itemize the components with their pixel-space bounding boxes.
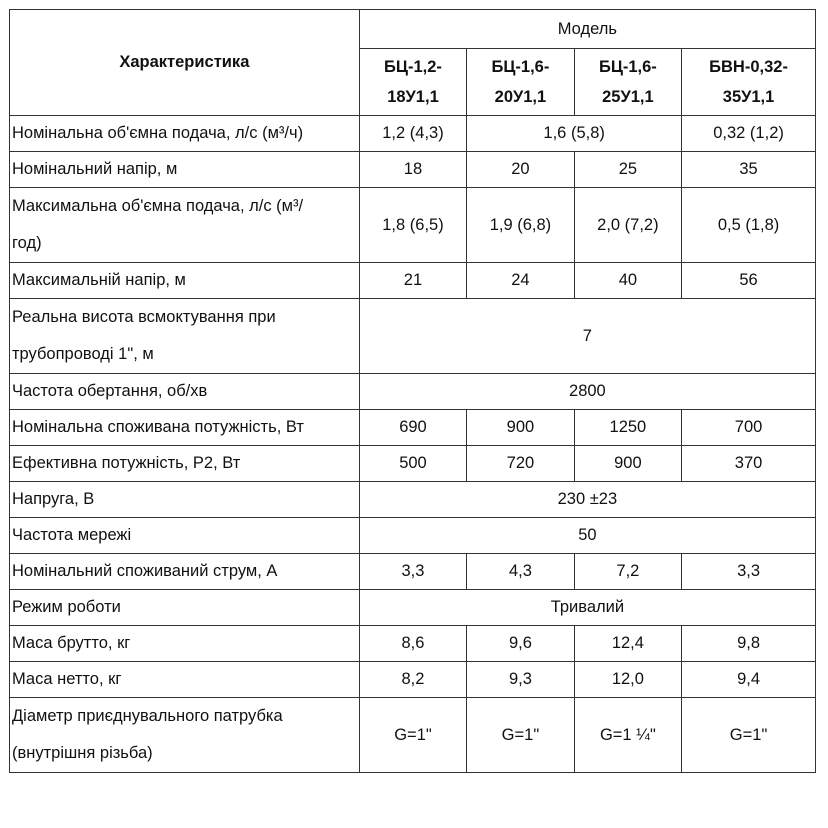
table-row [10, 698, 816, 773]
cell-value: 3,3 [359, 554, 466, 590]
table-row [10, 518, 816, 554]
table-row [10, 410, 816, 446]
row-label: Маса брутто, кг [10, 626, 360, 662]
cell-value: 12,4 [574, 626, 681, 662]
row-label: Частота мережі [10, 518, 360, 554]
cell-value: 24 [467, 263, 574, 299]
cell-value: 2,0 (7,2) [574, 188, 681, 263]
cell-value: 690 [359, 410, 466, 446]
table-row [10, 188, 816, 263]
cell-value: 8,2 [359, 662, 466, 698]
cell-value: 50 [359, 518, 815, 554]
row-label: Максимальна об'ємна подача, л/с (м³/ год) [10, 188, 360, 263]
row-label: Реальна висота всмоктування при трубопроводі 1", м [10, 299, 360, 374]
cell-value: 720 [467, 446, 574, 482]
cell-value: 900 [574, 446, 681, 482]
spec-table-wrapper [9, 9, 816, 773]
cell-value: G=1 ¼" [574, 698, 681, 773]
cell-value: 21 [359, 263, 466, 299]
row-label: Максимальній напір, м [10, 263, 360, 299]
header-model-2: БЦ-1,6- 20У1,1 [467, 49, 574, 116]
cell-value: G=1" [359, 698, 466, 773]
table-row [10, 446, 816, 482]
cell-value: 12,0 [574, 662, 681, 698]
row-label: Маса нетто, кг [10, 662, 360, 698]
header-model: Модель [359, 10, 815, 49]
cell-value: G=1" [467, 698, 574, 773]
cell-value: 4,3 [467, 554, 574, 590]
cell-value: 20 [467, 152, 574, 188]
header-model-3: БЦ-1,6- 25У1,1 [574, 49, 681, 116]
header-model-1: БЦ-1,2- 18У1,1 [359, 49, 466, 116]
table-row [10, 152, 816, 188]
cell-value: 2800 [359, 374, 815, 410]
cell-value: 8,6 [359, 626, 466, 662]
cell-value: 9,8 [682, 626, 816, 662]
cell-value: 35 [682, 152, 816, 188]
table-row [10, 554, 816, 590]
row-label: Номінальна споживана потужність, Вт [10, 410, 360, 446]
cell-value: 40 [574, 263, 681, 299]
cell-value: 1250 [574, 410, 681, 446]
cell-value: 7 [359, 299, 815, 374]
cell-value: Тривалий [359, 590, 815, 626]
row-label: Частота обертання, об/хв [10, 374, 360, 410]
cell-value: 1,9 (6,8) [467, 188, 574, 263]
row-label: Напруга, В [10, 482, 360, 518]
cell-value: 370 [682, 446, 816, 482]
cell-value: 1,2 (4,3) [359, 116, 466, 152]
row-label: Режим роботи [10, 590, 360, 626]
cell-value: 18 [359, 152, 466, 188]
cell-value: 3,3 [682, 554, 816, 590]
cell-value: 500 [359, 446, 466, 482]
table-row [10, 590, 816, 626]
cell-value: 0,32 (1,2) [682, 116, 816, 152]
cell-value: 9,3 [467, 662, 574, 698]
header-model-4: БВН-0,32- 35У1,1 [682, 49, 816, 116]
table-row [10, 662, 816, 698]
cell-value: 7,2 [574, 554, 681, 590]
row-label: Номінальний споживаний струм, А [10, 554, 360, 590]
row-label: Номінальна об'ємна подача, л/с (м³/ч) [10, 116, 360, 152]
table-row [10, 263, 816, 299]
cell-value: 230 ±23 [359, 482, 815, 518]
cell-value: 1,8 (6,5) [359, 188, 466, 263]
row-label: Діаметр приєднувального патрубка (внутрішня різьба) [10, 698, 360, 773]
cell-value: 56 [682, 263, 816, 299]
row-label: Номінальний напір, м [10, 152, 360, 188]
header-row-model [10, 10, 816, 49]
cell-value: 9,6 [467, 626, 574, 662]
table-row [10, 116, 816, 152]
cell-value: 900 [467, 410, 574, 446]
cell-value: 25 [574, 152, 681, 188]
cell-value: 0,5 (1,8) [682, 188, 816, 263]
cell-value: 9,4 [682, 662, 816, 698]
table-row [10, 299, 816, 374]
cell-value: 1,6 (5,8) [467, 116, 682, 152]
table-row [10, 626, 816, 662]
cell-value: G=1" [682, 698, 816, 773]
pump-spec-table [9, 9, 816, 773]
header-characteristic: Характеристика [10, 10, 360, 116]
cell-value: 700 [682, 410, 816, 446]
table-row [10, 482, 816, 518]
row-label: Ефективна потужність, Р2, Вт [10, 446, 360, 482]
table-row [10, 374, 816, 410]
